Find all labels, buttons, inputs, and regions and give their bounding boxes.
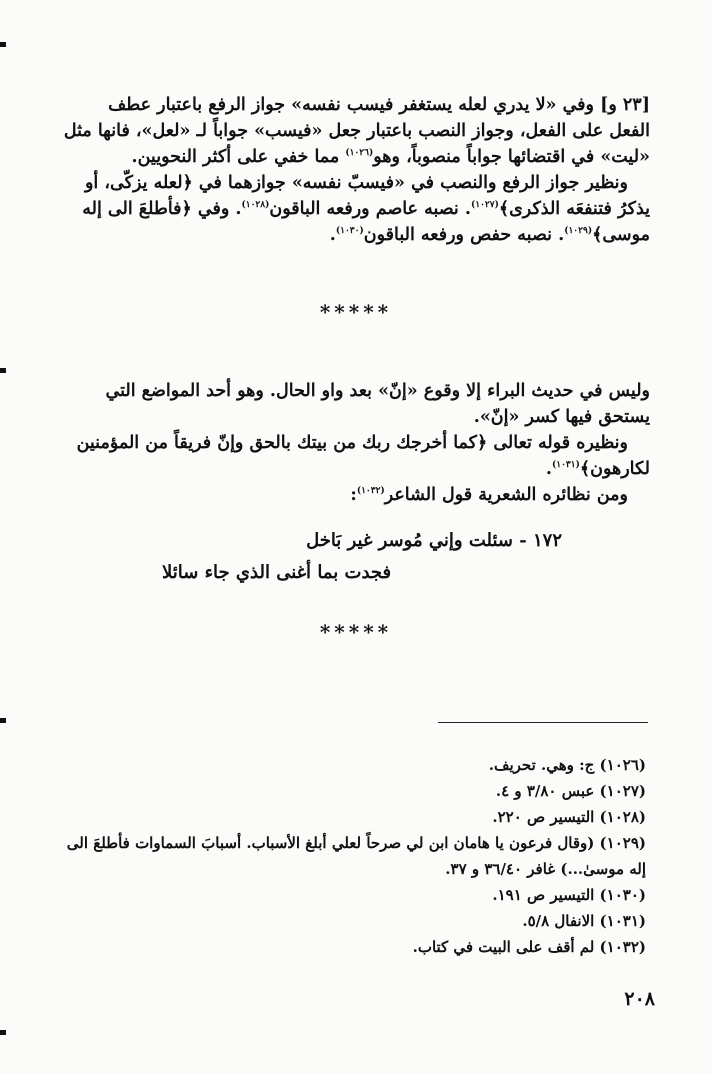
footnote-ref: (١٠٣٢) [356, 486, 385, 497]
footnote-1032: (١٠٣٢) لم أقف على البيت في كتاب. [412, 938, 646, 956]
footnote-1030: (١٠٣٠) التيسير ص ١٩١. [492, 886, 646, 904]
text: : [350, 485, 357, 505]
para1-line2: الفعل على الفعل، وجواز النصب باعتبار جعل «فيسب» جواباً لـ «لعل»، فانها مثل [63, 121, 650, 141]
text: مما خفي على أكثر النحويين. [131, 147, 346, 167]
text: يذكرُ فتنفعَه الذكرى﴾ [498, 199, 650, 219]
footnote-ref: (١٠٢٦) [345, 148, 374, 159]
para1-line5 [58, 196, 650, 222]
footnotes [58, 752, 646, 960]
text: لكارهون﴾ [579, 459, 650, 479]
paragraph-1 [58, 92, 650, 248]
text: ومن نظائره الشعرية قول الشاعر [384, 485, 628, 505]
footnote-ref: (١٠٢٩) [564, 226, 593, 237]
footnote-1027: (١٠٢٧) عبس ٣/٨٠ و ٤. [495, 782, 646, 800]
margin-mark [0, 718, 6, 723]
para2-line5 [58, 482, 650, 508]
para1-line4: ونظير جواز الرفع والنصب في «فيسبّ نفسه» جوازهما في ﴿لعله يزكّى، أو [84, 173, 628, 193]
text: . وفي ﴿فأطلعَ الى إله [82, 199, 242, 219]
footnote-1028: (١٠٢٨) التيسير ص ٢٢٠. [492, 808, 646, 826]
margin-mark [0, 1030, 6, 1035]
para1-line1: [٢٣ و] وفي «لا يدري لعله يستغفر فيسب نفسه» جواز الرفع باعتبار عطف [108, 95, 650, 115]
section-separator: ***** [319, 300, 393, 324]
paragraph-2 [58, 378, 650, 508]
page-number: ٢٠٨ [624, 988, 655, 1010]
footnote-1029: (١٠٢٩) (وقال فرعون يا هامان ابن لي صرحاً لعلي أبلغ الأسباب. أسبابَ السماوات فأطلعَ الى [66, 834, 646, 852]
para2-line4 [58, 456, 650, 482]
text: . نصبه عاصم ورفعه الباقون [269, 199, 471, 219]
margin-mark [0, 368, 6, 373]
text: موسى﴾ [592, 225, 650, 245]
text: . [329, 225, 336, 245]
footnote-ref: (١٠٣٠) [335, 226, 364, 237]
para2-line2: يستحق فيها كسر «إنّ». [473, 407, 650, 427]
footnote-divider [438, 722, 648, 723]
margin-mark [0, 42, 6, 47]
footnote-ref: (١٠٢٧) [470, 200, 499, 211]
para1-line3 [58, 144, 650, 170]
para2-line1: وليس في حديث البراء إلا وقوع «إنّ» بعد واو الحال. وهو أحد المواضع التي [105, 381, 650, 401]
footnote-ref: (١٠٢٨) [241, 200, 270, 211]
footnote-1029-cont: إله موسىٰ...) غافر ٣٦/٤٠ و ٣٧. [445, 860, 646, 878]
footnote-1026: (١٠٢٦) ج: وهي. تحريف. [488, 756, 646, 774]
verse-second-hemistich: فجدت بما أغنى الذي جاء سائلا [162, 562, 392, 583]
para1-line6 [58, 222, 650, 248]
footnote-1031: (١٠٣١) الانفال ٥/٨. [522, 912, 646, 930]
footnote-ref: (١٠٣١) [551, 460, 580, 471]
text: . نصبه حفص ورفعه الباقون [363, 225, 565, 245]
text: . [545, 459, 552, 479]
verse-first-hemistich: ١٧٢ - سئلت وإني مُوسر غير بَاخل [306, 530, 562, 551]
section-separator: ***** [319, 620, 393, 644]
text: «ليت» في اقتضائها جواباً منصوباً، وهو [373, 147, 650, 167]
para2-line3: ونظيره قوله تعالى ﴿كما أخرجك ربك من بيتك بالحق وإنّ فريقاً من المؤمنين [76, 433, 628, 453]
